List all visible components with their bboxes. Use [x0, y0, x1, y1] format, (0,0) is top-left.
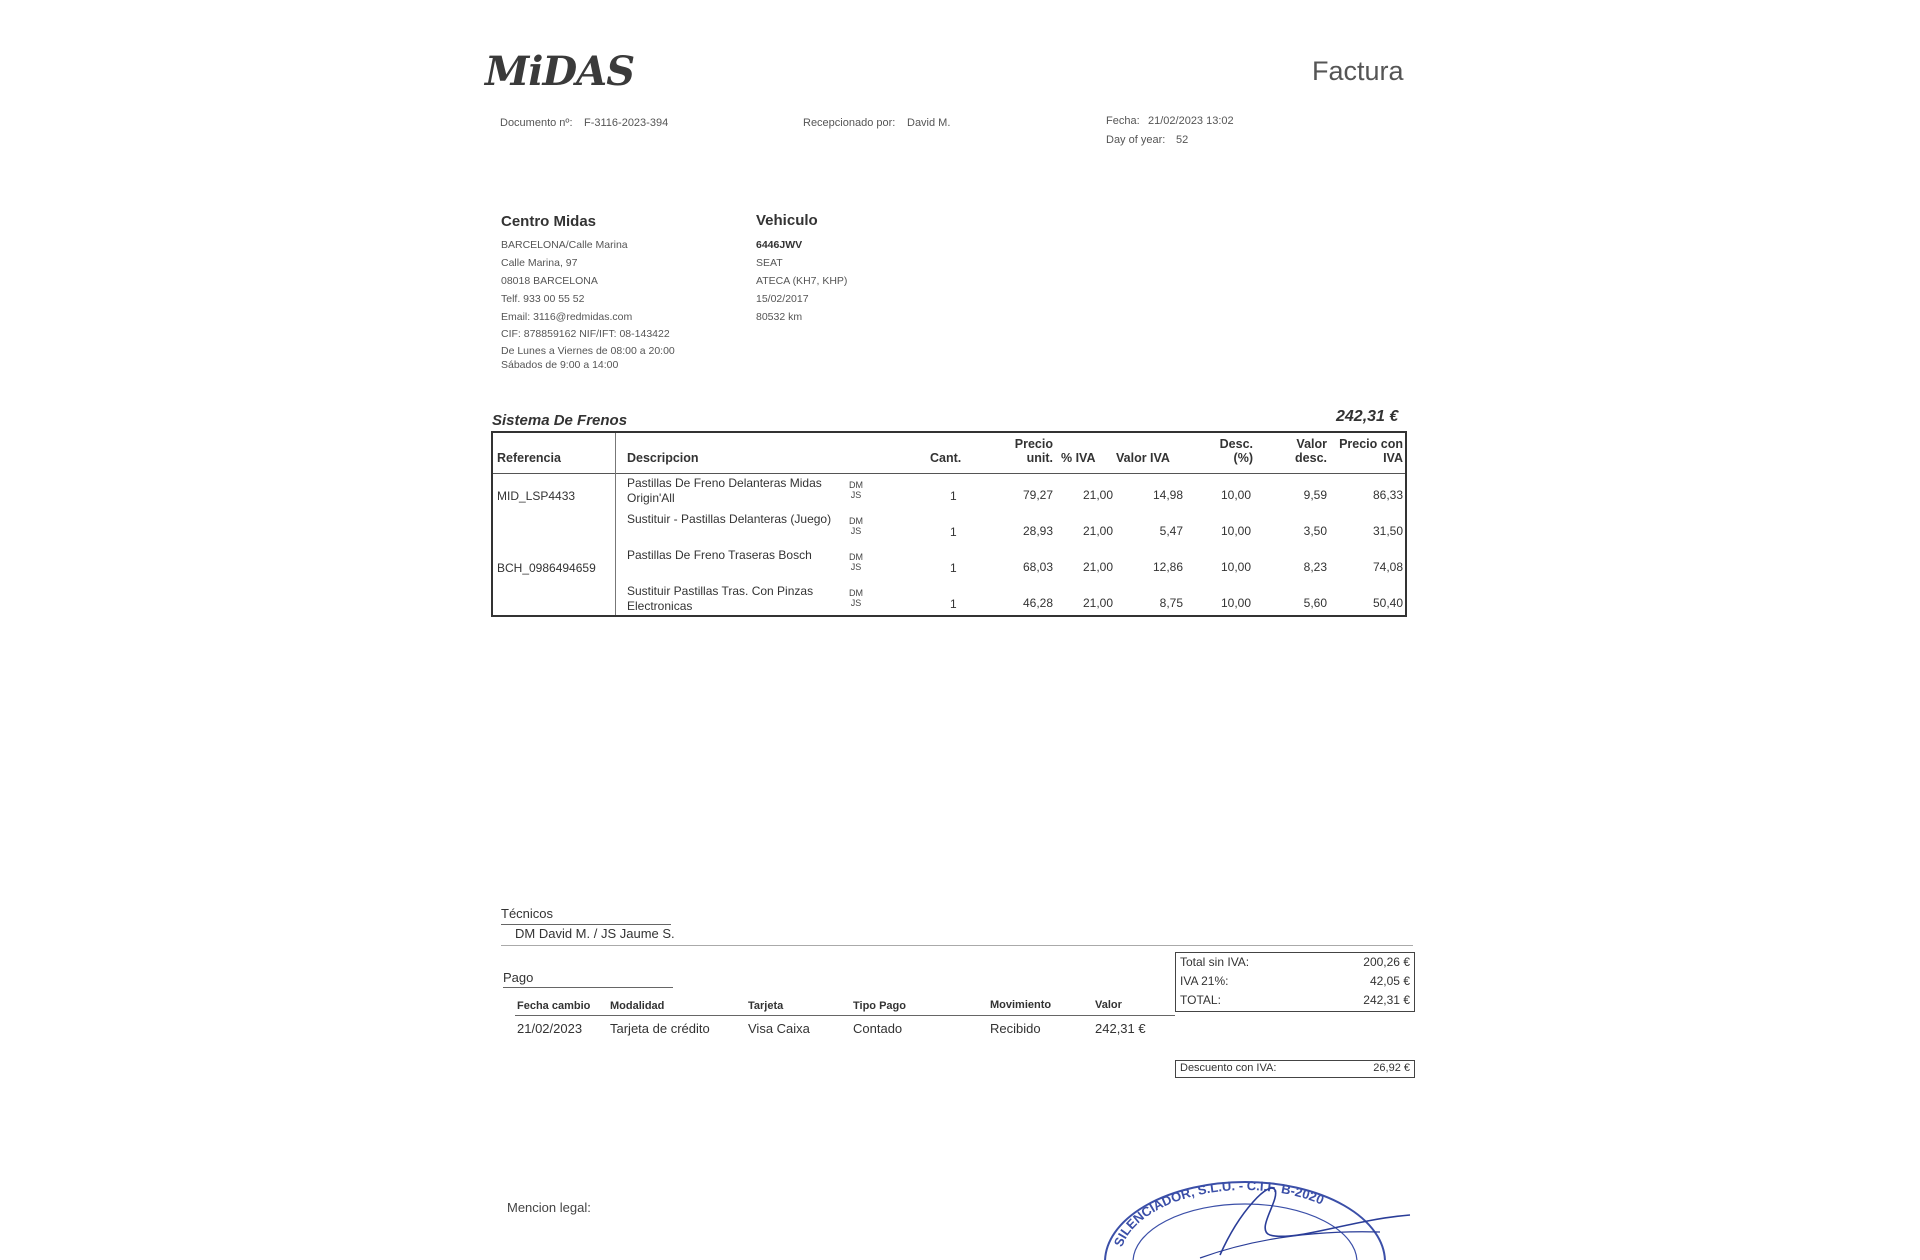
table-column-divider	[615, 433, 616, 615]
row-referencia: MID_LSP4433	[497, 489, 576, 503]
centro-line: 08018 BARCELONA	[501, 275, 598, 287]
totals-box	[1175, 952, 1415, 1012]
row-precio-unit: 28,93	[1022, 524, 1053, 538]
header-precio-unit: Precio unit.	[1014, 437, 1053, 465]
row-tecnicos: DM JS	[849, 552, 863, 572]
row-iva-pct: 21,00	[1082, 524, 1113, 538]
centro-phone: Telf. 933 00 55 52	[501, 293, 585, 305]
row-precio-unit: 46,28	[1022, 596, 1053, 610]
row-cant: 1	[950, 489, 957, 503]
vehiculo-brand: SEAT	[756, 257, 783, 269]
midas-logo: MiDAS	[485, 48, 635, 95]
pago-header-tarjeta: Tarjeta	[748, 1000, 784, 1012]
row-iva-pct: 21,00	[1082, 596, 1113, 610]
table-header-divider	[493, 473, 1405, 474]
row-descripcion: Sustituir - Pastillas Delanteras (Juego)	[627, 512, 832, 526]
pago-header-tipo: Tipo Pago	[853, 1000, 906, 1012]
pago-header-fecha: Fecha cambio	[517, 1000, 591, 1012]
pago-header-divider	[515, 1015, 1175, 1016]
row-valor-iva: 14,98	[1152, 488, 1183, 502]
items-table	[491, 431, 1407, 617]
row-cant: 1	[950, 597, 957, 611]
row-desc-pct: 10,00	[1220, 596, 1251, 610]
centro-hours: De Lunes a Viernes de 08:00 a 20:00	[501, 345, 675, 357]
row-valor-desc: 9,59	[1303, 488, 1327, 502]
row-desc-pct: 10,00	[1220, 560, 1251, 574]
total-final: TOTAL: 242,31 €	[1180, 993, 1410, 1007]
pago-title: Pago	[503, 970, 534, 985]
row-desc-pct: 10,00	[1220, 524, 1251, 538]
documento-value: F-3116-2023-394	[584, 117, 669, 129]
row-precio-con-iva: 86,33	[1372, 488, 1403, 502]
header-precio-con-iva: Precio con IVA	[1339, 437, 1403, 465]
vehiculo-model: ATECA (KH7, KHP)	[756, 275, 848, 287]
row-precio-con-iva: 31,50	[1372, 524, 1403, 538]
row-precio-con-iva: 50,40	[1372, 596, 1403, 610]
row-valor-desc: 8,23	[1303, 560, 1327, 574]
row-valor-desc: 5,60	[1303, 596, 1327, 610]
mencion-legal-label: Mencion legal:	[507, 1200, 591, 1215]
row-precio-unit: 79,27	[1022, 488, 1053, 502]
tecnicos-value: DM David M. / JS Jaume S.	[515, 926, 675, 941]
tecnicos-title: Técnicos	[501, 906, 554, 921]
total-sin-iva: Total sin IVA: 200,26 €	[1180, 955, 1410, 969]
stamp-graphic	[1080, 1170, 1420, 1260]
row-valor-desc: 3,50	[1303, 524, 1327, 538]
header-iva-pct: % IVA	[1061, 451, 1096, 465]
recepcionado-value: David M.	[907, 117, 951, 129]
pago-modalidad: Tarjeta de crédito	[610, 1021, 710, 1036]
day-of-year-label: Day of year:	[1106, 134, 1166, 146]
row-valor-iva: 8,75	[1159, 596, 1183, 610]
pago-header-movimiento: Movimiento	[990, 999, 1052, 1011]
tecnicos-underline	[501, 924, 671, 925]
day-of-year-value: 52	[1176, 134, 1189, 146]
header-valor-iva: Valor IVA	[1116, 451, 1170, 465]
descuento-row: Descuento con IVA: 26,92 €	[1180, 1062, 1410, 1074]
fecha-value: 21/02/2023 13:02	[1148, 115, 1234, 127]
row-cant: 1	[950, 525, 957, 539]
header-cant: Cant.	[930, 451, 962, 465]
header-referencia: Referencia	[497, 451, 561, 465]
total-iva: IVA 21%: 42,05 €	[1180, 974, 1410, 988]
row-desc-pct: 10,00	[1220, 488, 1251, 502]
vehiculo-title: Vehiculo	[756, 212, 818, 229]
header-descripcion: Descripcion	[627, 451, 699, 465]
header-valor-desc: Valor desc.	[1295, 437, 1327, 465]
centro-email: Email: 3116@redmidas.com	[501, 311, 633, 323]
row-precio-unit: 68,03	[1022, 560, 1053, 574]
vehiculo-date: 15/02/2017	[756, 293, 809, 305]
row-valor-iva: 12,86	[1152, 560, 1183, 574]
centro-line: BARCELONA/Calle Marina	[501, 239, 628, 251]
centro-title: Centro Midas	[501, 213, 597, 230]
pago-movimiento: Recibido	[990, 1021, 1041, 1036]
row-tecnicos: DM JS	[849, 588, 863, 608]
documento-label: Documento nº:	[500, 117, 573, 129]
row-tecnicos: DM JS	[849, 516, 863, 536]
pago-header-valor: Valor	[1095, 999, 1122, 1011]
section-title: Sistema De Frenos	[492, 412, 628, 429]
header-desc-pct: Desc. (%)	[1219, 437, 1253, 465]
company-stamp	[1080, 1170, 1420, 1260]
pago-header-modalidad: Modalidad	[610, 1000, 665, 1012]
row-precio-con-iva: 74,08	[1372, 560, 1403, 574]
vehiculo-km: 80532 km	[756, 311, 803, 323]
pago-underline	[503, 987, 673, 988]
row-descripcion: Pastillas De Freno Traseras Bosch	[627, 548, 812, 562]
descuento-box	[1175, 1060, 1415, 1078]
vehiculo-plate: 6446JWV	[756, 239, 803, 251]
section-total: 242,31 €	[1336, 408, 1399, 425]
row-descripcion: Pastillas De Freno Delanteras Midas Origin'All	[627, 476, 822, 505]
stamp-text: SILENCIADOR, S.L.U. - C.I.F. B-2020	[1110, 1177, 1327, 1249]
row-descripcion: Sustituir Pastillas Tras. Con Pinzas Electronicas	[627, 584, 814, 613]
centro-cif: CIF: 878859162 NIF/IFT: 08-143422	[501, 328, 670, 340]
row-iva-pct: 21,00	[1082, 488, 1113, 502]
row-cant: 1	[950, 561, 957, 575]
pago-tarjeta: Visa Caixa	[748, 1021, 810, 1036]
pago-valor: 242,31 €	[1095, 1021, 1146, 1036]
centro-line: Calle Marina, 97	[501, 257, 578, 269]
recepcionado-label: Recepcionado por:	[803, 117, 896, 129]
tecnicos-divider	[501, 945, 1413, 946]
fecha-label: Fecha:	[1106, 115, 1140, 127]
centro-hours-saturday: Sábados de 9:00 a 14:00	[501, 359, 619, 371]
row-iva-pct: 21,00	[1082, 560, 1113, 574]
row-referencia: BCH_0986494659	[497, 561, 596, 575]
row-tecnicos: DM JS	[849, 480, 863, 500]
pago-fecha: 21/02/2023	[517, 1021, 583, 1036]
pago-tipo: Contado	[853, 1021, 903, 1036]
document-type-title: Factura	[1312, 56, 1404, 86]
row-valor-iva: 5,47	[1159, 524, 1183, 538]
